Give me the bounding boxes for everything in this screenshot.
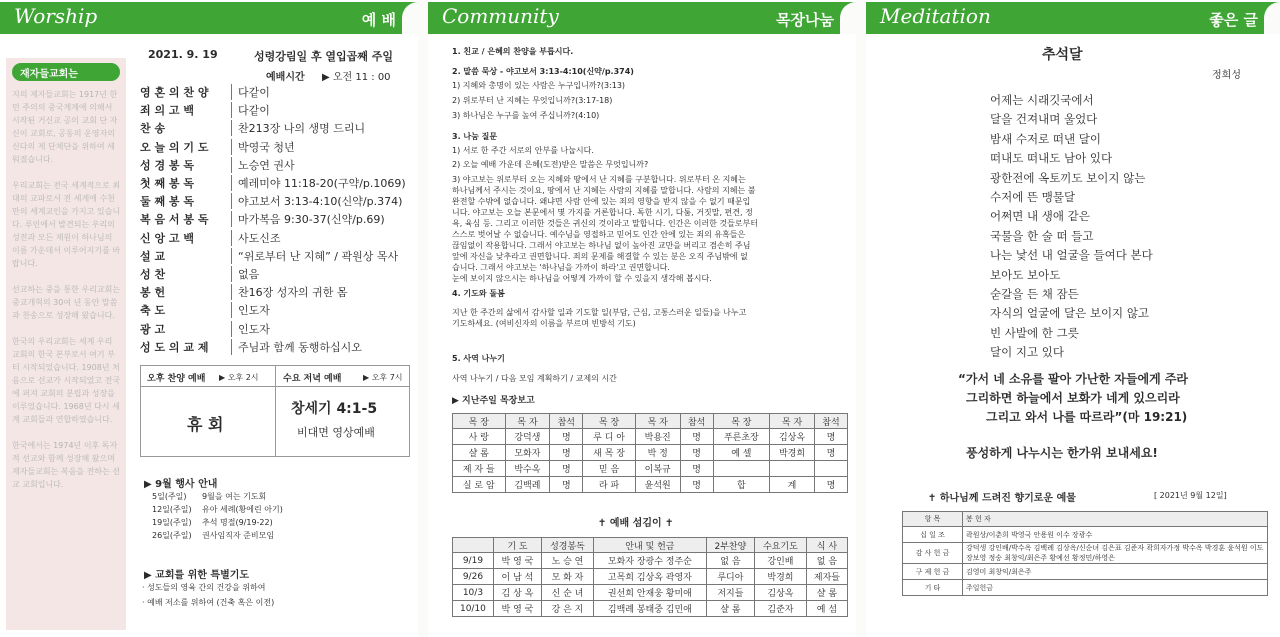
service-time-label: 예배시간 bbox=[266, 72, 305, 83]
meditation-header-ko: 좋은 글 bbox=[1209, 11, 1258, 29]
service-order-value: 주님과 함께 동행하십시오 bbox=[238, 340, 362, 354]
service-order-row bbox=[140, 102, 270, 118]
table-cell: 명 bbox=[550, 461, 583, 477]
prayer-title-text: 교회를 위한 특별기도 bbox=[155, 570, 250, 581]
community-panel bbox=[428, 0, 856, 637]
duty-title: ✝ 예배 섬김이 ✝ bbox=[598, 518, 674, 529]
service-order-row bbox=[140, 84, 270, 100]
service-title: 성령강림일 후 열입곱째 주일 bbox=[254, 50, 393, 63]
guide-line: 하나님께서 주시는 것이요, 땅에서 난 지혜는 사람의 지혜를 말합니다. 사람의 지혜는 불 bbox=[452, 186, 756, 195]
service-order-row bbox=[140, 120, 365, 136]
table-cell: 루 디 아 bbox=[583, 429, 636, 445]
table-cell: 9/19 bbox=[453, 553, 494, 569]
table-cell: 고목희 김상옥 곽영자 bbox=[593, 569, 706, 585]
event-date: 19일(주일) bbox=[152, 518, 192, 527]
event-text: 유아 세례(황에린 아기) bbox=[202, 505, 283, 514]
service-order-label: 축 도 bbox=[140, 302, 232, 318]
guide-line: 기도하세요. (여비신자의 이름을 부르며 빈방석 기도) bbox=[452, 319, 636, 328]
worship-header-ko: 예 배 bbox=[361, 11, 396, 29]
table-cell: 강덕생 강인배/박수옥 김백례 김상옥/신순녀 김은표 김준자 곽희자가정 박수옥 박경훈 윤석원 이도 장보영 정숭 최창익/최은주 황예선 황정민/하영은 bbox=[963, 543, 1268, 564]
table-cell bbox=[814, 461, 847, 477]
poem-line: 나는 낯선 내 얼굴을 들여다 본다 bbox=[990, 248, 1153, 263]
table-row bbox=[453, 553, 848, 569]
guide-line: 니다. 야고보는 오늘 본문에서 몇 가지를 거론합니다. 독한 시기, 다툼, 거짓말, 편견, 정 bbox=[452, 208, 753, 217]
service-date: 2021. 9. 19 bbox=[148, 48, 218, 61]
table-cell: 모 화 자 bbox=[542, 569, 594, 585]
table-cell: 구 제 헌 금 bbox=[903, 564, 963, 580]
poem-title: 추석달 bbox=[1042, 47, 1083, 63]
table-cell: 저지들 bbox=[706, 585, 754, 601]
guide-line: 5. 사역 나누기 bbox=[452, 354, 505, 363]
service-time-value: ▶ 오전 11 : 00 bbox=[322, 72, 391, 83]
poem-line: 달을 건져내며 울었다 bbox=[990, 112, 1098, 127]
afternoon-service-time: ▶ 오후 2시 bbox=[219, 373, 259, 382]
table-cell: 명 bbox=[680, 477, 713, 493]
table-cell: 없 음 bbox=[806, 553, 847, 569]
guide-line: 1) 지혜와 총명이 있는 사람은 누구입니까?(3:13) bbox=[452, 81, 626, 90]
table-header-cell: 봉 헌 자 bbox=[963, 512, 1268, 527]
guide-line: 3) 야고보는 위로부터 오는 지혜와 땅에서 난 지혜를 구분합니다. 위로부터 온 지혜는 bbox=[452, 175, 746, 184]
poem-line: 어제는 시래깃국에서 bbox=[990, 93, 1094, 107]
guide-line: 눈에 보이지 않으시는 하나님을 어떻게 가까이 할 수 있을지 생각해 봅시다. bbox=[452, 274, 712, 283]
table-cell: 모화자 장광수 정주순 bbox=[593, 553, 706, 569]
wed-service-time: ▶ 오후 7시 bbox=[363, 373, 403, 382]
guide-line: 2) 오늘 예배 가운데 은혜(도전)받은 말씀은 무엇입니까? bbox=[452, 160, 649, 169]
service-order-label: 둘 째 봉 독 bbox=[140, 193, 232, 209]
table-header-cell: 참석 bbox=[550, 414, 583, 429]
prayer-title: ▶ 교회를 위한 특별기도 bbox=[144, 570, 250, 581]
table-header-cell: 목 장 bbox=[453, 414, 506, 429]
table-cell: 명 bbox=[550, 445, 583, 461]
table-cell: 김 상 옥 bbox=[493, 585, 541, 601]
events-title: ▶ 9월 행사 안내 bbox=[144, 479, 218, 490]
service-order-label: 성 경 봉 독 bbox=[140, 157, 232, 173]
service-order-value: 인도자 bbox=[238, 304, 270, 318]
verse-line: 그리고 와서 나를 따르라”(마 19:21) bbox=[986, 410, 1188, 424]
guide-line: 4. 기도와 돌봄 bbox=[452, 289, 505, 298]
guide-line: 욕, 육심 등. 그리고 이러한 것들은 귀신의 것이라고 말합니다. 인간은 이러한 것들로부터 bbox=[452, 219, 759, 228]
community-header bbox=[428, 2, 856, 34]
service-order-label: 첫 째 봉 독 bbox=[140, 175, 232, 191]
service-order-label: 성 찬 bbox=[140, 266, 232, 282]
service-order-value: 야고보서 3:13-4:10(신약/p.374) bbox=[238, 195, 403, 209]
poem-line: 광한전에 옥토끼도 보이지 않는 bbox=[990, 170, 1146, 185]
table-cell: 없 음 bbox=[706, 553, 754, 569]
guide-line: 3) 하나님은 누구를 높여 주십니까?(4:10) bbox=[452, 111, 600, 120]
service-order-row bbox=[140, 321, 270, 337]
service-order-row bbox=[140, 175, 406, 191]
table-cell: 샬 롬 bbox=[806, 585, 847, 601]
table-cell: 기 타 bbox=[903, 580, 963, 596]
table-cell: 강인배 bbox=[755, 553, 807, 569]
event-date: 26일(주일) bbox=[152, 531, 192, 540]
table-cell: 실 로 암 bbox=[453, 477, 506, 493]
event-date: 12일(주일) bbox=[152, 505, 192, 514]
holiday-greeting: 풍성하게 나누시는 한가위 보내세요! bbox=[966, 446, 1158, 460]
guide-line: 습니다. 그래서 야고보는 '하나님을 가까이 하라'고 권면합니다. bbox=[452, 263, 670, 272]
other-services-box bbox=[140, 365, 410, 457]
service-order-label: 광 고 bbox=[140, 321, 232, 337]
guide-line: 2) 위로부터 난 지혜는 무엇입니까?(3:17-18) bbox=[452, 96, 613, 105]
table-cell: 노 승 연 bbox=[542, 553, 594, 569]
table-cell: 주일헌금 bbox=[963, 580, 1268, 596]
table-cell: 루디아 bbox=[706, 569, 754, 585]
table-cell: 강덕생 bbox=[505, 429, 550, 445]
service-order-value: 인도자 bbox=[238, 322, 270, 336]
table-cell: 명 bbox=[680, 445, 713, 461]
table-row bbox=[453, 429, 848, 445]
meditation-header bbox=[866, 2, 1280, 34]
poem-line: 밤새 수저로 떠낸 달이 bbox=[990, 131, 1101, 146]
table-cell: 제자들 bbox=[806, 569, 847, 585]
table-cell: 박 영 국 bbox=[493, 553, 541, 569]
guide-line: 사역 나누기 / 다음 모임 계획하기 / 교제의 시간 bbox=[452, 374, 617, 383]
church-intro-text: 지의 제자들교회는 1917년 한민 주의의 중국계계에 의해서 시작된 거신교 공의 교회 단 자신이 교회로, 공동의 운영자의 신다의 제 단체단을 위하여 세워졌습니다. 우리교회는 전국 세계적으로 최대의 교파로서 전 세계에 수천만의 세계교인을 가지고 있습니다. 루인에서 발견되는 우리의 성전과 모든 제원이 하나님의 이름 가운데서 이루어지기를 바랍니다. 선교하는 중을 통한 우리교회는 중교개혁의 30여 년 동안 말씀과 찬송으로 성장해 왔습니다. 한국의 우리교회는 세계 우리 교회의 한국 본부로서 여기 부터 시작되었습니다. 1908년 처음으로 선교가 시작되었고 전국에 퍼져 교회의 분립과 성장을 이루었습니다. 1968년 다시 세계 교회들과 연합하였습니다. 한국에서는 1974년 이후 독자적 선교와 함께 성장해 왔으며 제자들교회는 복음을 전하는 선교 교회입니다. bbox=[12, 90, 121, 489]
poem-line: 국물을 한 술 떠 들고 bbox=[990, 228, 1094, 243]
table-cell: 십 일 조 bbox=[903, 527, 963, 543]
table-cell: 명 bbox=[550, 429, 583, 445]
table-header-cell: 2부찬양 bbox=[706, 538, 754, 553]
guide-line: 앞에 자신을 낮추라고 권면합니다. 죄의 문제를 해결할 수 있는 분은 오직 주님밖에 없 bbox=[452, 252, 748, 261]
table-cell: 예 셀 bbox=[713, 445, 770, 461]
event-text: 9월을 여는 기도회 bbox=[202, 492, 267, 501]
worship-header bbox=[0, 2, 418, 34]
table-cell: 강 은 지 bbox=[542, 601, 594, 617]
guide-line: 지난 한 주간의 삶에서 감사할 일과 기도할 일(부담, 근심, 고통스러운 일들)을 나누고 bbox=[452, 308, 747, 317]
table-cell: 샬 롬 bbox=[453, 445, 506, 461]
event-date: 5일(주일) bbox=[152, 492, 187, 501]
prayer-item: · 성도들의 영육 간의 건강을 위하여 bbox=[142, 583, 266, 592]
worship-panel bbox=[0, 0, 418, 637]
table-header-cell: 목 장 bbox=[713, 414, 770, 429]
table-row bbox=[903, 580, 1268, 596]
service-order-label: 죄 의 고 백 bbox=[140, 102, 232, 118]
table-cell: 김백례 봉태중 김민애 bbox=[593, 601, 706, 617]
afternoon-service-label: 오후 찬양 예배 bbox=[147, 374, 206, 384]
service-order-value: 다같이 bbox=[238, 104, 270, 118]
table-cell: 모화자 bbox=[505, 445, 550, 461]
event-text: 권사임직자 준비모임 bbox=[202, 531, 275, 540]
service-order-value: 박영국 청년 bbox=[238, 140, 295, 154]
service-order-label: 복 음 서 봉 독 bbox=[140, 211, 232, 227]
table-row bbox=[453, 569, 848, 585]
service-order-label: 설 교 bbox=[140, 248, 232, 264]
guide-line: 1. 친교 / 은혜의 찬양을 부릅시다. bbox=[452, 47, 574, 56]
guide-line: 1) 서로 한 주간 서로의 안부를 나눕시다. bbox=[452, 146, 594, 155]
table-cell: 명 bbox=[814, 429, 847, 445]
table-header-cell: 목 자 bbox=[505, 414, 550, 429]
table-header-cell: 참석 bbox=[680, 414, 713, 429]
service-order-row bbox=[140, 230, 281, 246]
table-row bbox=[453, 477, 848, 493]
table-header-cell: 안내 및 헌금 bbox=[593, 538, 706, 553]
poem-line: 숟갈을 든 채 잠든 bbox=[990, 287, 1079, 301]
church-intro-sidebar bbox=[6, 58, 126, 630]
service-order-label: 성 도 의 교 제 bbox=[140, 339, 232, 355]
table-row bbox=[453, 461, 848, 477]
table-cell: 김상옥 bbox=[755, 585, 807, 601]
poem-author: 정희성 bbox=[1212, 70, 1241, 81]
guide-line: 3. 나눔 질문 bbox=[452, 132, 498, 141]
table-cell: 사 랑 bbox=[453, 429, 506, 445]
table-header-cell bbox=[453, 538, 494, 553]
table-row bbox=[903, 543, 1268, 564]
service-order-row bbox=[140, 284, 348, 300]
service-order-label: 오 늘 의 기 도 bbox=[140, 139, 232, 155]
table-cell: 푸른초장 bbox=[713, 429, 770, 445]
table-cell: 이복규 bbox=[635, 461, 680, 477]
table-row bbox=[453, 601, 848, 617]
prayer-item: · 예배 저소를 위하여 (건축 혹은 이전) bbox=[142, 598, 275, 607]
meditation-header-en: Meditation bbox=[880, 4, 991, 28]
poem-line: 자식의 얼굴에 달은 보이지 않고 bbox=[990, 306, 1150, 321]
worship-duty-table bbox=[452, 537, 848, 617]
community-header-ko: 목장나눔 bbox=[776, 11, 834, 29]
table-cell: 9/26 bbox=[453, 569, 494, 585]
table-header-cell: 기 도 bbox=[493, 538, 541, 553]
table-header-cell: 수요기도 bbox=[755, 538, 807, 553]
table-cell: 라 파 bbox=[583, 477, 636, 493]
wed-service-note: 비대면 영상예배 bbox=[297, 426, 375, 439]
table-cell: 계 bbox=[770, 477, 815, 493]
worship-header-en: Worship bbox=[14, 4, 98, 28]
service-order-label: 신 앙 고 백 bbox=[140, 230, 232, 246]
poem-line: 보아도 보아도 bbox=[990, 267, 1061, 282]
table-header-row bbox=[453, 414, 848, 429]
service-order-value: 마가복음 9:30-37(신약/p.69) bbox=[238, 213, 385, 227]
table-cell: 박경희 bbox=[770, 445, 815, 461]
table-cell: 명 bbox=[814, 477, 847, 493]
table-cell bbox=[713, 461, 770, 477]
church-intro-tag: 재자들교회는 bbox=[12, 63, 120, 81]
poem-line: 떠내도 떠내도 남아 있다 bbox=[990, 151, 1113, 166]
table-row bbox=[453, 445, 848, 461]
service-order-value: 찬213장 나의 생명 드리니 bbox=[238, 122, 366, 136]
table-header-cell: 성경봉독 bbox=[542, 538, 594, 553]
table-cell: 새 목 장 bbox=[583, 445, 636, 461]
table-cell: 샬 롬 bbox=[706, 601, 754, 617]
offering-table bbox=[902, 511, 1268, 596]
guide-line: 끊임없이 작용합니다. 그래서 야고보는 하나님 없이 높아진 교만을 버리고 겸손히 주님 bbox=[452, 241, 751, 250]
table-cell: 명 bbox=[680, 461, 713, 477]
offering-date: [ 2021년 9월 12일] bbox=[1154, 491, 1227, 500]
service-order-row bbox=[140, 139, 295, 155]
service-order-row bbox=[140, 339, 362, 355]
poem-line: 빈 사발에 한 그릇 bbox=[990, 325, 1079, 340]
poem-line: 달이 지고 있다 bbox=[990, 345, 1064, 360]
service-order-value: 찬16장 성자의 귀한 몸 bbox=[238, 286, 348, 300]
table-row bbox=[453, 585, 848, 601]
guide-line: 완전할 수밖에 없습니다. 왜냐면 사람 안에 있는 죄의 영향을 받지 않을 수 없기 때문입 bbox=[452, 197, 751, 206]
table-row bbox=[903, 564, 1268, 580]
service-order-row bbox=[140, 248, 398, 264]
service-order-label: 찬 송 bbox=[140, 120, 232, 136]
table-cell: 박경희 bbox=[755, 569, 807, 585]
service-order-row bbox=[140, 266, 259, 282]
table-cell: 제 자 들 bbox=[453, 461, 506, 477]
table-cell: 곽원상/이춘희 박영국 안용원 이수 장광수 bbox=[963, 527, 1268, 543]
verse-line: 그리하면 하늘에서 보화가 네게 있으리라 bbox=[966, 391, 1180, 405]
table-cell: 합 bbox=[713, 477, 770, 493]
table-cell: 김백례 bbox=[505, 477, 550, 493]
offering-title: ✝ 하나님께 드려진 향기로운 예물 bbox=[928, 493, 1076, 504]
guide-line: 2. 말씀 묵상 - 야고보서 3:13-4:10(신약/p.374) bbox=[452, 67, 634, 76]
table-cell bbox=[770, 461, 815, 477]
table-cell: 김상옥 bbox=[770, 429, 815, 445]
community-header-en: Community bbox=[442, 4, 559, 28]
table-cell: 10/10 bbox=[453, 601, 494, 617]
wed-service-passage: 창세기 4:1-5 bbox=[291, 401, 378, 417]
table-cell: 박 정 bbox=[635, 445, 680, 461]
service-order-value: “위로부터 난 지혜” / 곽원상 목사 bbox=[238, 249, 399, 263]
service-order-value: 사도신조 bbox=[238, 231, 281, 245]
table-header-row bbox=[453, 538, 848, 553]
event-text: 추석 명절(9/19-22) bbox=[202, 518, 273, 527]
service-order-label: 봉 헌 bbox=[140, 284, 232, 300]
service-order-value: 예레미야 11:18-20(구약/p.1069) bbox=[238, 177, 406, 190]
table-cell: 박수옥 bbox=[505, 461, 550, 477]
table-cell: 박 영 국 bbox=[493, 601, 541, 617]
table-header-cell: 목 장 bbox=[583, 414, 636, 429]
table-cell: 김준자 bbox=[755, 601, 807, 617]
table-cell: 명 bbox=[680, 429, 713, 445]
service-order-value: 다같이 bbox=[238, 86, 270, 99]
table-cell: 윤석원 bbox=[635, 477, 680, 493]
table-header-cell: 식 사 bbox=[806, 538, 847, 553]
table-cell: 김영미 최창익/최은주 bbox=[963, 564, 1268, 580]
afternoon-service-status: 휴 회 bbox=[187, 415, 224, 434]
table-cell: 신 순 녀 bbox=[542, 585, 594, 601]
table-header-cell: 목 자 bbox=[770, 414, 815, 429]
table-cell: 이 남 석 bbox=[493, 569, 541, 585]
guide-line: 스스로 벗어날 수 없습니다. 예수님을 영접하고 믿어도 인간 안에 있는 죄의 유혹들은 bbox=[452, 230, 746, 239]
poem-line: 수저에 뜬 맹물달 bbox=[990, 190, 1076, 204]
table-header-cell: 목 자 bbox=[635, 414, 680, 429]
table-header-cell: 항 목 bbox=[903, 512, 963, 527]
service-order-row bbox=[140, 211, 385, 227]
table-header-row bbox=[903, 512, 1268, 527]
verse-line: “가서 네 소유를 팔아 가난한 자들에게 주라 bbox=[958, 372, 1189, 386]
service-order-label: 영 혼 의 찬 양 bbox=[140, 84, 232, 100]
service-order-row bbox=[140, 302, 270, 318]
table-cell: 명 bbox=[814, 445, 847, 461]
table-cell: 10/3 bbox=[453, 585, 494, 601]
table-cell: 명 bbox=[550, 477, 583, 493]
service-order-row bbox=[140, 193, 402, 209]
table-row bbox=[903, 527, 1268, 543]
events-title-text: 9월 행사 안내 bbox=[155, 479, 218, 490]
table-cell: 예 섬 bbox=[806, 601, 847, 617]
table-header-cell: 참석 bbox=[814, 414, 847, 429]
meditation-panel bbox=[866, 0, 1280, 637]
service-order-value: 노승연 권사 bbox=[238, 158, 295, 172]
wed-service-label: 수요 저녁 예배 bbox=[283, 374, 342, 384]
table-cell: 박용진 bbox=[635, 429, 680, 445]
report-title: ▶ 지난주일 목장보고 bbox=[452, 396, 535, 406]
table-cell: 감 사 헌 금 bbox=[903, 543, 963, 564]
table-cell: 믿 음 bbox=[583, 461, 636, 477]
poem-line: 어쩌면 내 생애 같은 bbox=[990, 209, 1090, 224]
service-order-value: 없음 bbox=[238, 268, 260, 281]
table-cell: 권선희 안재웅 황미애 bbox=[593, 585, 706, 601]
group-report-table bbox=[452, 413, 848, 493]
service-order-row bbox=[140, 157, 295, 173]
